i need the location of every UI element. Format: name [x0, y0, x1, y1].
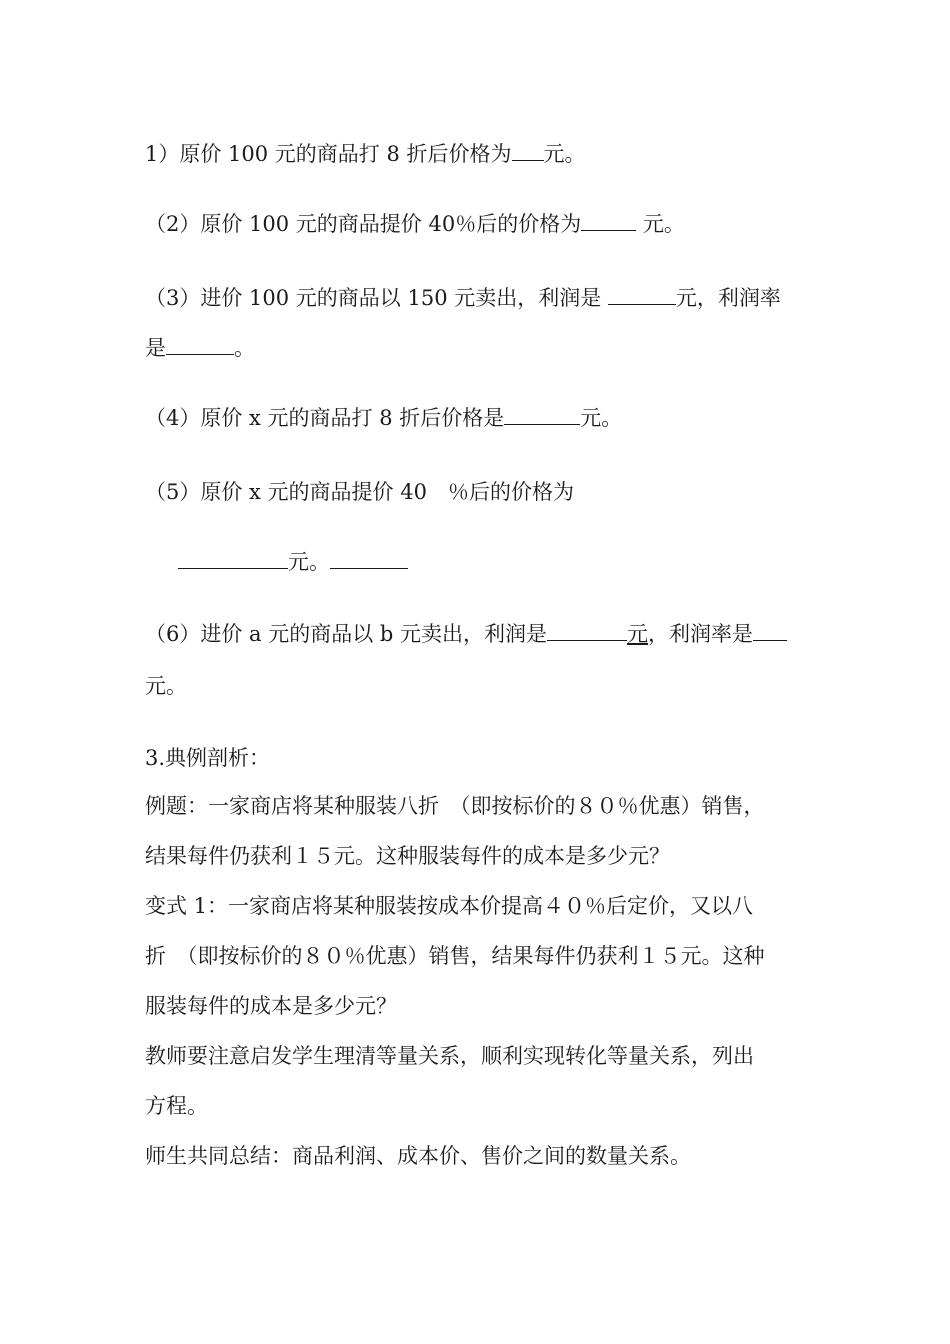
question-6-text: （6）进价 a 元的商品以 b 元卖出，利润是 — [145, 622, 548, 646]
question-3-line2-text: 是 — [145, 336, 166, 360]
question-3-line2-end: 。 — [234, 336, 255, 360]
answer-blank-5a[interactable] — [178, 548, 288, 569]
question-3 — [145, 284, 781, 312]
answer-blank-6a[interactable] — [547, 620, 627, 641]
question-5-continued — [178, 548, 408, 576]
answer-blank-4[interactable] — [504, 404, 580, 425]
answer-blank-5b[interactable] — [330, 548, 408, 569]
question-5-unit: 元。 — [288, 550, 330, 574]
answer-blank-2[interactable] — [581, 210, 636, 231]
question-4 — [145, 404, 622, 432]
question-6-mid: ，利润率是 — [648, 622, 754, 646]
question-2-text: （2）原价 100 元的商品提价 40％后的价格为 — [145, 212, 582, 236]
section-heading: 3.典例剖析： — [145, 746, 271, 770]
question-2 — [145, 210, 685, 238]
question-1 — [145, 140, 586, 168]
question-6-continued — [145, 672, 187, 700]
question-1-unit: 元。 — [543, 142, 586, 166]
question-3-continued — [145, 334, 255, 362]
question-1-text: 1）原价 100 元的商品打 8 折后价格为 — [145, 142, 512, 166]
variant-line-3: 服装每件的成本是多少元？ — [145, 994, 397, 1018]
question-6 — [145, 620, 787, 648]
answer-blank-6b[interactable] — [753, 620, 787, 641]
teacher-note-line-1: 教师要注意启发学生理清等量关系，顺利实现转化等量关系，列出 — [145, 1044, 754, 1068]
question-3-mid: 元，利润率 — [675, 286, 781, 310]
answer-blank-1[interactable] — [512, 140, 544, 161]
question-4-unit: 元。 — [580, 406, 623, 430]
question-2-unit: 元。 — [636, 212, 685, 236]
question-3-text: （3）进价 100 元的商品以 150 元卖出，利润是 — [145, 286, 608, 310]
question-4-text: （4）原价 x 元的商品打 8 折后价格是 — [145, 406, 505, 430]
example-line-2: 结果每件仍获利１５元。这种服装每件的成本是多少元？ — [145, 844, 670, 868]
question-6-unit: 元 — [627, 622, 649, 646]
example-line-1: 例题：一家商店将某种服装八折 （即按标价的８０％优惠）销售， — [145, 794, 765, 818]
teacher-note-line-2: 方程。 — [145, 1094, 208, 1118]
answer-blank-3b[interactable] — [166, 334, 234, 355]
variant-line-1: 变式 1：一家商店将某种服装按成本价提高４０％后定价，又以八 — [145, 894, 754, 918]
answer-blank-3a[interactable] — [608, 284, 676, 305]
variant-line-2: 折 （即按标价的８０％优惠）销售，结果每件仍获利１５元。这种 — [145, 944, 765, 968]
question-5 — [145, 478, 574, 506]
question-6-line2-text: 元。 — [145, 674, 187, 698]
summary-line: 师生共同总结：商品利润、成本价、售价之间的数量关系。 — [145, 1144, 691, 1168]
question-5-text: （5）原价 x 元的商品提价 40 ％后的价格为 — [145, 480, 574, 504]
